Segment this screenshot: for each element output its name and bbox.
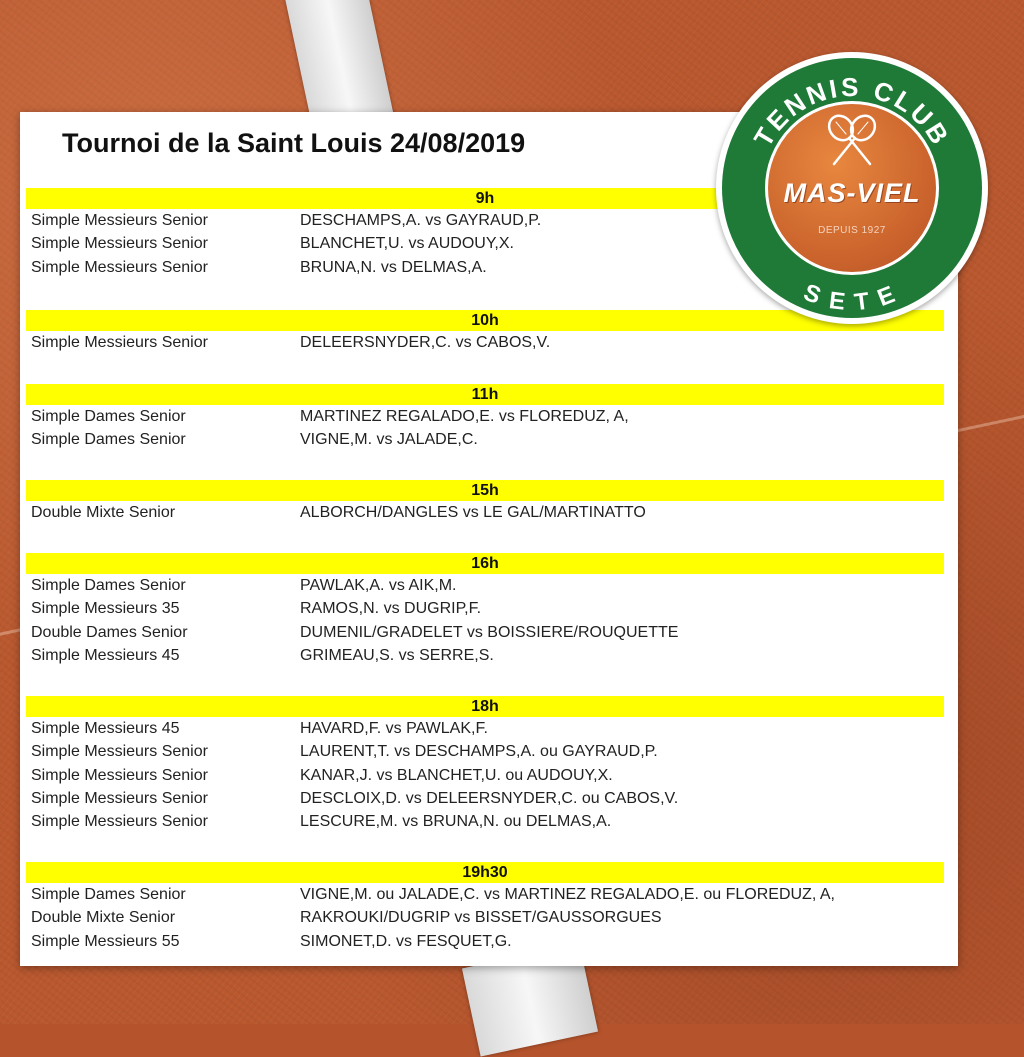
match-category: Simple Messieurs Senior xyxy=(31,235,208,253)
page-title: Tournoi de la Saint Louis 24/08/2019 xyxy=(62,128,526,158)
time-slot-11h xyxy=(20,384,958,452)
match-category: Simple Dames Senior xyxy=(31,431,186,449)
match-category: Simple Messieurs Senior xyxy=(31,743,208,761)
match-category: Simple Messieurs 45 xyxy=(31,646,180,664)
crossed-rackets-icon xyxy=(824,112,880,168)
logo-since: DEPUIS 1927 xyxy=(818,225,886,236)
match-row xyxy=(20,501,958,524)
match-row xyxy=(20,331,958,354)
match-category: Simple Messieurs 55 xyxy=(31,932,180,950)
match-row xyxy=(20,810,958,833)
time-slot-header: 11h xyxy=(26,384,944,405)
match-category: Simple Messieurs Senior xyxy=(31,334,208,351)
match-players: KANAR,J. vs BLANCHET,U. ou AUDOUY,X. xyxy=(300,766,613,784)
match-players: VIGNE,M. vs JALADE,C. xyxy=(300,431,478,449)
time-slot-header: 15h xyxy=(26,480,944,501)
match-category: Simple Dames Senior xyxy=(31,408,186,425)
match-category: Simple Messieurs Senior xyxy=(31,813,208,831)
match-row xyxy=(20,787,958,810)
logo-club-name: MAS-VIEL xyxy=(783,178,921,208)
match-category: Double Dames Senior xyxy=(31,623,188,641)
match-players: BLANCHET,U. vs AUDOUY,X. xyxy=(300,235,514,253)
match-category: Simple Messieurs Senior xyxy=(31,212,208,229)
match-category: Simple Dames Senior xyxy=(31,886,186,903)
match-players: MARTINEZ REGALADO,E. vs FLOREDUZ, A, xyxy=(300,408,629,425)
match-category: Simple Messieurs Senior xyxy=(31,789,208,807)
match-row xyxy=(20,764,958,787)
time-slot-header: 18h xyxy=(26,696,944,717)
match-row xyxy=(20,644,958,667)
logo-bottom-text: SETE xyxy=(799,278,905,317)
match-players: RAKROUKI/DUGRIP vs BISSET/GAUSSORGUES xyxy=(300,909,662,927)
time-slot-19h30 xyxy=(20,862,958,953)
logo-top-text: TENNIS CLUB xyxy=(747,71,957,152)
match-players: ALBORCH/DANGLES vs LE GAL/MARTINATTO xyxy=(300,504,646,521)
match-players: GRIMEAU,S. vs SERRE,S. xyxy=(300,646,494,664)
match-players: DELEERSNYDER,C. vs CABOS,V. xyxy=(300,334,551,351)
match-row xyxy=(20,883,958,906)
time-slot-header: 19h30 xyxy=(26,862,944,883)
match-category: Simple Dames Senior xyxy=(31,577,186,594)
match-row xyxy=(20,930,958,953)
time-slot-15h xyxy=(20,480,958,524)
match-players: VIGNE,M. ou JALADE,C. vs MARTINEZ REGALADO,E. ou FLOREDUZ, A, xyxy=(300,886,835,903)
match-players: RAMOS,N. vs DUGRIP,F. xyxy=(300,600,482,618)
match-category: Simple Messieurs 35 xyxy=(31,600,180,618)
match-row xyxy=(20,574,958,597)
match-players: LESCURE,M. vs BRUNA,N. ou DELMAS,A. xyxy=(300,813,612,831)
match-players: PAWLAK,A. vs AIK,M. xyxy=(300,577,457,594)
club-logo xyxy=(716,52,988,324)
svg-text:SETE xyxy=(800,279,904,317)
match-players: SIMONET,D. vs FESQUET,G. xyxy=(300,932,512,950)
match-row xyxy=(20,621,958,644)
match-players: DUMENIL/GRADELET vs BOISSIERE/ROUQUETTE xyxy=(300,623,679,641)
match-players: DESCLOIX,D. vs DELEERSNYDER,C. ou CABOS,V. xyxy=(300,789,679,807)
match-row xyxy=(20,906,958,929)
match-category: Simple Messieurs 45 xyxy=(31,720,180,737)
match-row xyxy=(20,717,958,740)
match-row xyxy=(20,597,958,620)
match-category: Simple Messieurs Senior xyxy=(31,258,208,276)
time-slot-header: 9h xyxy=(26,188,944,209)
match-players: BRUNA,N. vs DELMAS,A. xyxy=(300,258,487,276)
time-slot-header: 16h xyxy=(26,553,944,574)
match-players: HAVARD,F. vs PAWLAK,F. xyxy=(300,720,488,737)
match-players: DESCHAMPS,A. vs GAYRAUD,P. xyxy=(300,212,542,229)
time-slot-18h xyxy=(20,696,958,833)
match-row xyxy=(20,428,958,451)
time-slot-header: 10h xyxy=(26,310,944,331)
match-category: Double Mixte Senior xyxy=(31,909,176,927)
match-category: Double Mixte Senior xyxy=(31,504,176,521)
match-players: LAURENT,T. vs DESCHAMPS,A. ou GAYRAUD,P. xyxy=(300,743,658,761)
time-slot-16h xyxy=(20,553,958,667)
match-row xyxy=(20,740,958,763)
match-row xyxy=(20,405,958,428)
match-category: Simple Messieurs Senior xyxy=(31,766,208,784)
